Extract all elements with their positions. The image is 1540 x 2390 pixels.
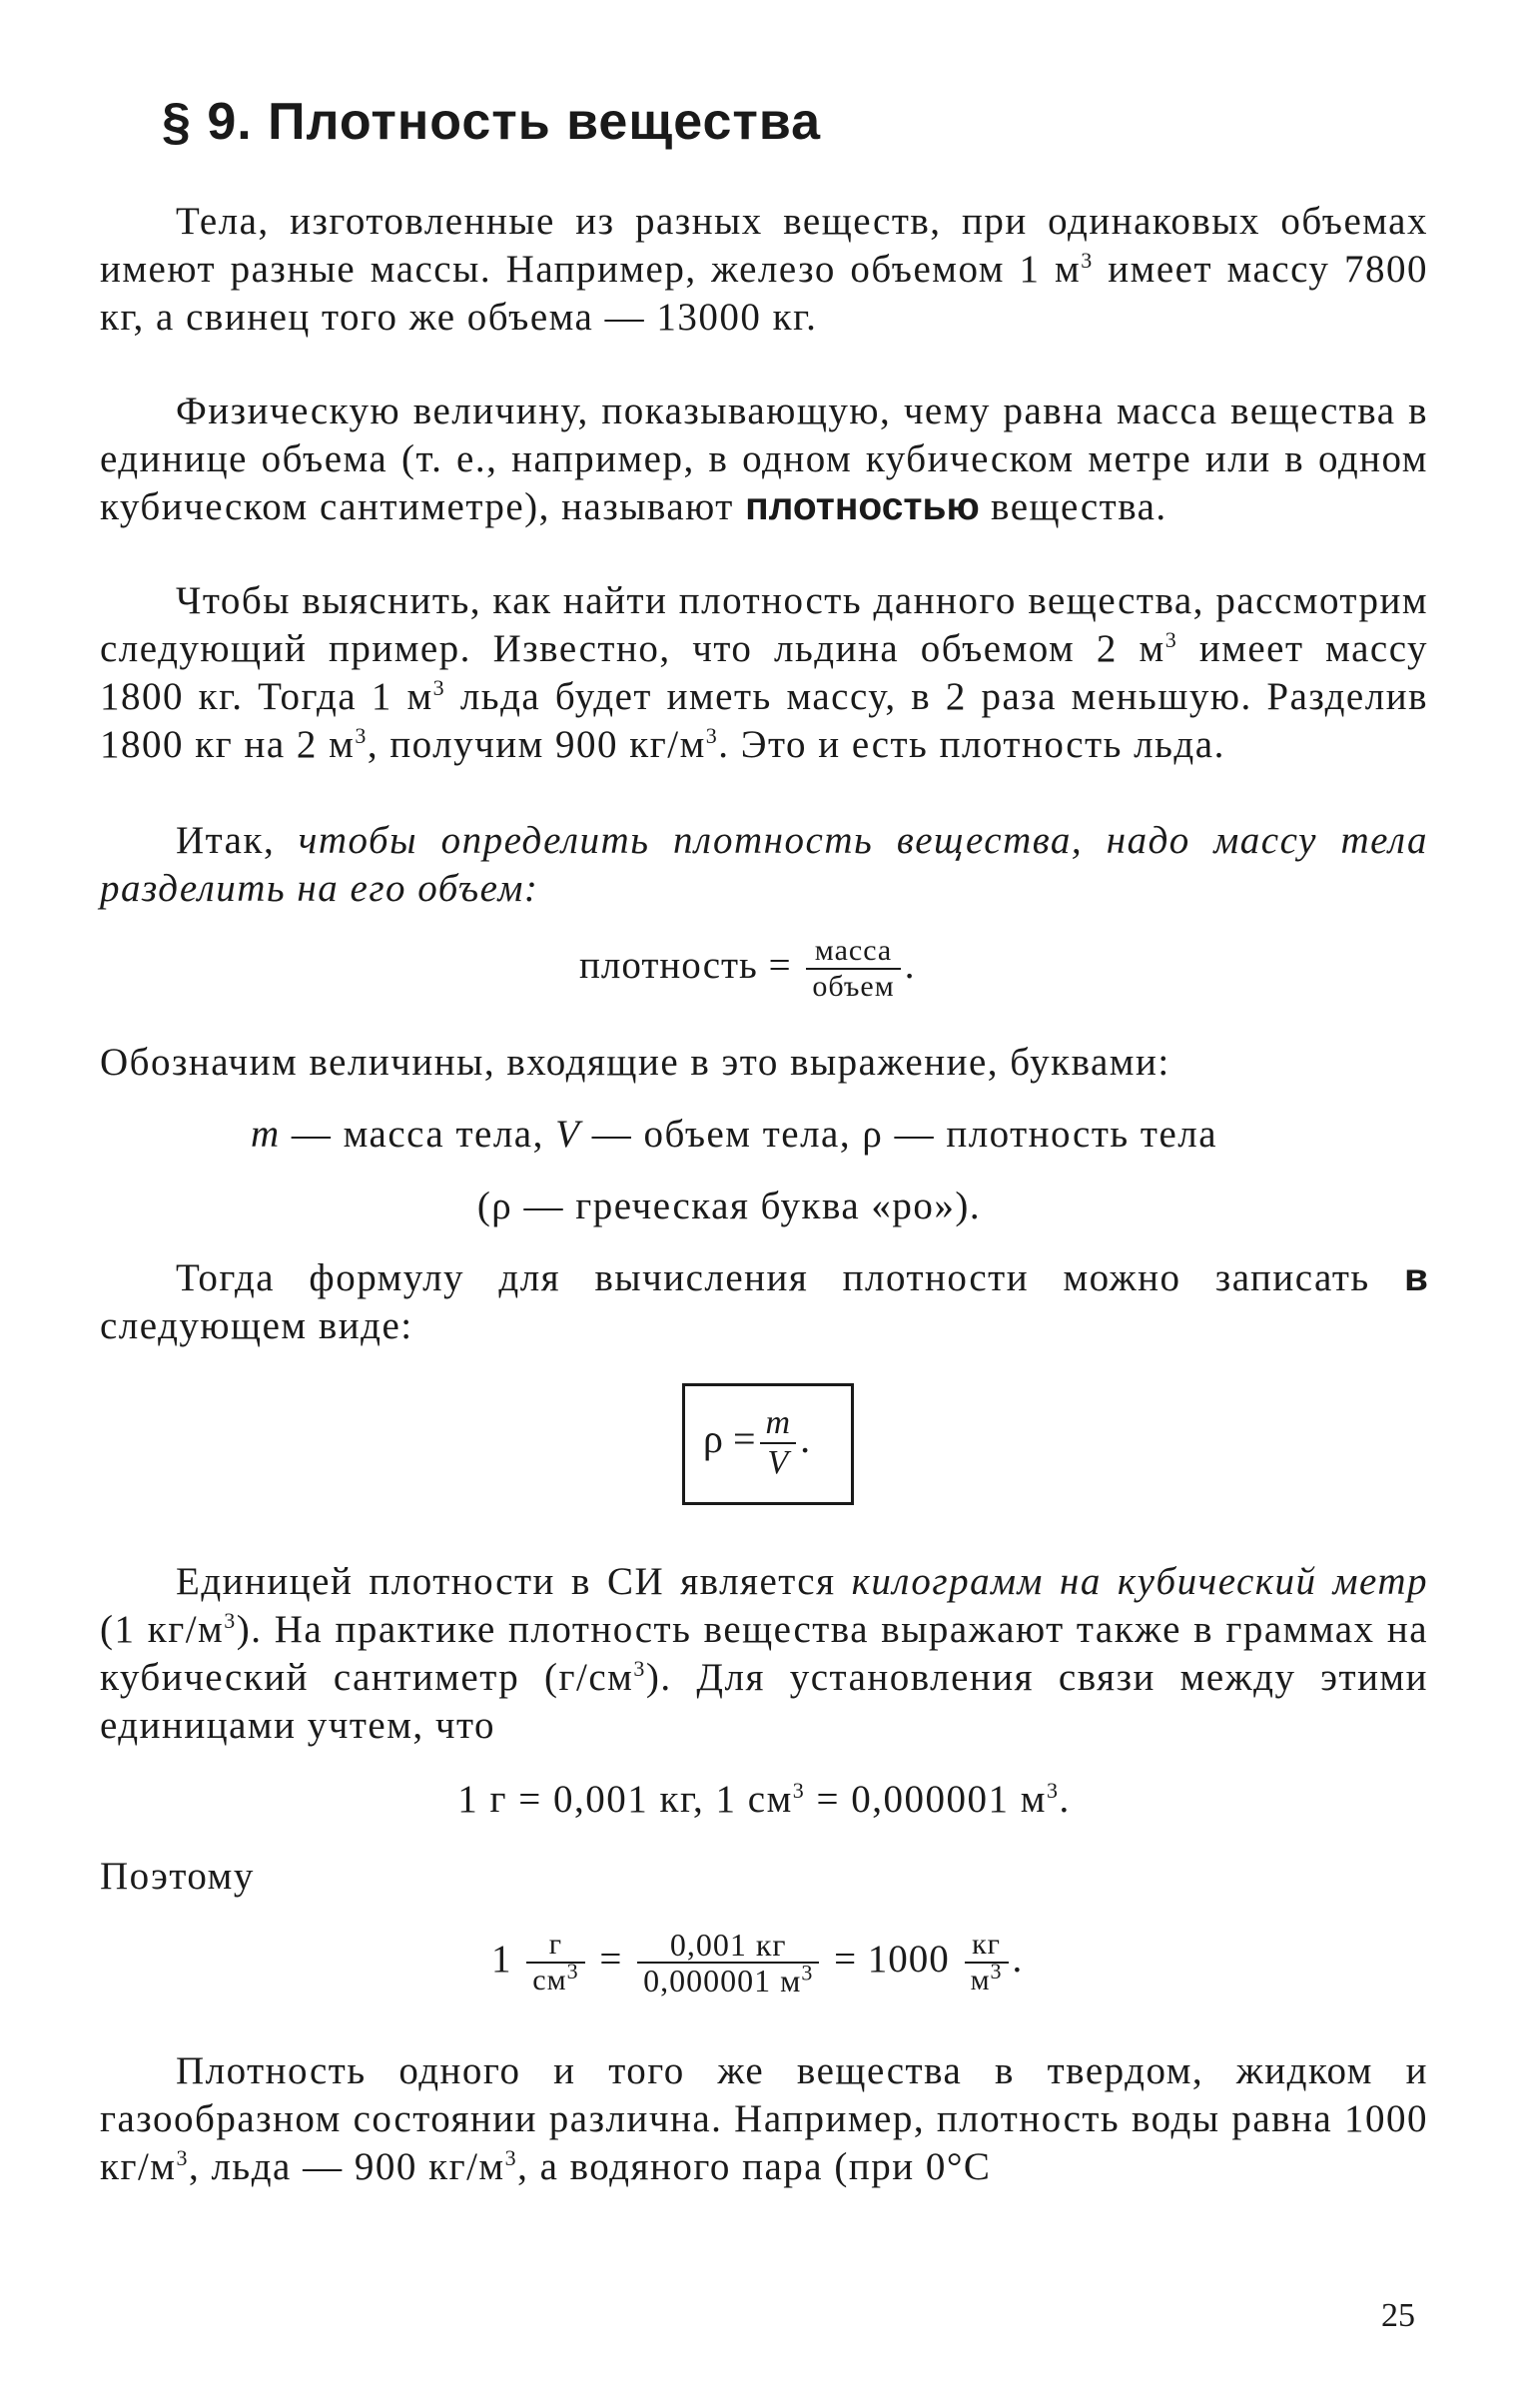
unit-name-italic: килограмм на кубический метр [851, 1560, 1429, 1603]
para6-text-a: Тогда формулу для вычисления плотности можно записать [176, 1256, 1405, 1299]
paragraph-5: Обозначим величины, входящие в это выражение, буквами: [100, 1041, 1170, 1084]
formula3-text-c: . [1059, 1778, 1071, 1821]
formula3-text-a: 1 г = 0,001 кг, 1 см [457, 1778, 793, 1821]
fraction-denominator [965, 1959, 1009, 1997]
superscript-3: 3 [633, 1656, 646, 1681]
superscript-3: 3 [504, 2145, 518, 2170]
para2-text-a: Физическую величину, показывающую, чему равна масса вещества в единице объема (т. е., например, в одном кубическом метре или в одном кубическом сантиметре), называют [100, 390, 1428, 528]
para3-text-a: Чтобы выяснить, как найти плотность данного вещества, рассмотрим следующий пример. Известно, что льдина объемом 2 м [100, 579, 1428, 670]
symbol-v: V [555, 1113, 581, 1156]
equals-sign: = [599, 1937, 623, 1981]
paragraph-8: Поэтому [100, 1855, 255, 1898]
den-text: м [970, 1964, 991, 1996]
fraction-numerator: кг [965, 1928, 1009, 1964]
para9-text-b: , льда — 900 кг/м [188, 2145, 505, 2188]
superscript-3: 3 [990, 1959, 1003, 1984]
fraction-g-per-cm3 [526, 1928, 584, 1997]
paragraph-2 [100, 388, 1428, 531]
superscript-3: 3 [1081, 248, 1094, 273]
fraction-denominator: объем [812, 970, 895, 1003]
formula-unit-relations [100, 1776, 1428, 1824]
paragraph-1 [100, 198, 1428, 342]
formula-rho [703, 1404, 810, 1482]
para7-text-b: (1 кг/м [100, 1608, 225, 1651]
formula4-tail: . [1012, 1937, 1024, 1981]
fraction-denominator: V [767, 1444, 789, 1481]
para3-text-c: льда будет иметь массу, в 2 раза меньшую. Разделив 1800 кг на 2 м [100, 675, 1428, 766]
fraction-mass-over-volume [806, 934, 900, 1004]
para9-text-a: Плотность одного и того же вещества в твердом, жидком и газообразном состоянии различна. Например, плотность воды равна 1000 кг/м [100, 2049, 1428, 2188]
page-number: 25 [1381, 2297, 1415, 2334]
paragraph-6 [100, 1254, 1428, 1350]
para3-text-e: . Это и есть плотность льда. [718, 723, 1225, 766]
term-density: плотностью [745, 485, 980, 528]
superscript-3: 3 [801, 1960, 814, 1986]
legend-line-1 [160, 1111, 1308, 1159]
formula3-text-b: = 0,000001 м [805, 1778, 1047, 1821]
den-text: 0,000001 м [643, 1963, 802, 1998]
superscript-3: 3 [705, 723, 719, 748]
formula2-lhs: ρ = [703, 1416, 756, 1462]
para1-text-b: имеет массу 7800 кг, а свинец того же объема — 13000 кг. [100, 248, 1428, 339]
superscript-3: 3 [224, 1608, 237, 1633]
para1-text-a: Тела, изготовленные из разных веществ, при одинаковых объемах имеют разные массы. Например, железо объемом 1 м [100, 200, 1428, 291]
para6-text-b: следующем виде: [100, 1304, 413, 1347]
fraction-numerator: 0,001 кг [637, 1928, 819, 1964]
formula1-tail: . [904, 943, 916, 987]
para3-text-d: , получим 900 кг/м [367, 723, 706, 766]
formula4-one: 1 [491, 1937, 512, 1981]
superscript-3: 3 [432, 675, 446, 700]
paragraph-7 [100, 1558, 1428, 1750]
para7-text-a: Единицей плотности в СИ является [176, 1560, 852, 1603]
den-text: см [532, 1964, 567, 1996]
legend-text-b: — объем тела, ρ — плотность тела [580, 1113, 1218, 1156]
paragraph-3 [100, 577, 1428, 769]
formula-box-rho [682, 1383, 854, 1505]
fraction-kg-per-m3-values [637, 1928, 819, 1997]
section-title: § 9. Плотность вещества [162, 93, 822, 151]
fraction-denominator [637, 1960, 819, 1998]
para4-text-a: Итак, [176, 819, 299, 862]
para7-text-c: ). На практике плотность вещества выражают также в граммах на кубический сантиметр (г/см [100, 1608, 1428, 1699]
fraction-numerator: г [526, 1928, 584, 1964]
superscript-3: 3 [355, 723, 368, 748]
formula2-tail: . [800, 1416, 811, 1462]
fraction-numerator: m [760, 1404, 797, 1444]
superscript-3: 3 [1046, 1778, 1060, 1803]
formula-unit-conversion [491, 1928, 1023, 1997]
legend-line-2: (ρ — греческая буква «ро»). [476, 1185, 982, 1227]
para7-text-d: ). Для установления связи между этими единицами учтем, что [100, 1656, 1428, 1747]
symbol-m: m [250, 1113, 281, 1156]
superscript-3: 3 [1164, 627, 1178, 652]
formula-density-words [579, 934, 915, 1004]
fraction-numerator: масса [806, 934, 900, 970]
superscript-3: 3 [176, 2145, 189, 2170]
para6-bold-letter: в [1404, 1256, 1428, 1299]
fraction-kg-per-m3 [965, 1928, 1009, 1997]
paragraph-4 [100, 817, 1428, 913]
para2-text-b: вещества. [979, 485, 1167, 528]
para9-text-c: , а водяного пара (при 0°С [517, 2145, 992, 2188]
superscript-3: 3 [792, 1778, 806, 1803]
equals-1000: = 1000 [834, 1937, 950, 1981]
fraction-denominator [526, 1959, 584, 1997]
para3-text-b: имеет массу 1800 кг. Тогда 1 м [100, 627, 1428, 718]
density-rule-italic: чтобы определить плотность вещества, надо массу тела разделить на его объем: [100, 819, 1428, 910]
superscript-3: 3 [566, 1959, 579, 1984]
formula1-lhs: плотность = [579, 943, 792, 987]
fraction-m-over-v [760, 1404, 797, 1482]
legend-text-a: — масса тела, [280, 1113, 556, 1156]
paragraph-9 [100, 2047, 1428, 2191]
